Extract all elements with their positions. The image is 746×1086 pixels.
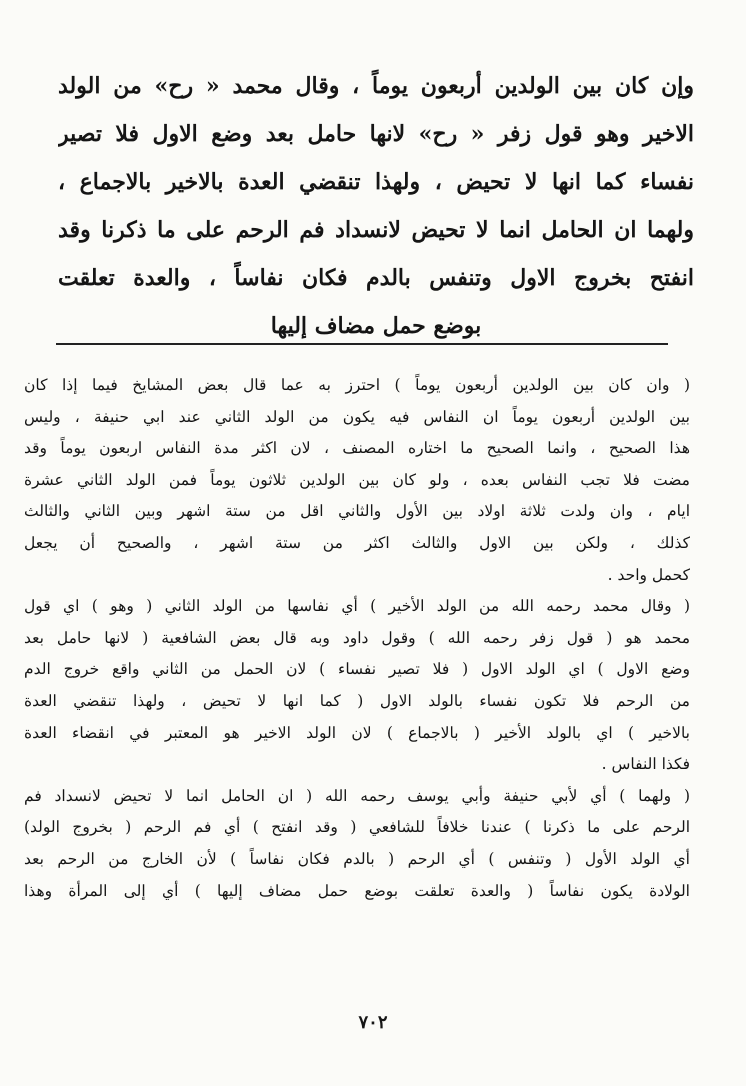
commentary-line: فكذا النفاس . <box>601 755 690 774</box>
commentary-line: الرحم على ما ذكرنا ) عندنا خلافاً للشافعي ( وقد انفتح ) أي فم الرحم ( بخروج الولد) <box>24 818 690 837</box>
commentary-line: محمد هو ( قول زفر رحمه الله ) وقول داود وبه قال بعض الشافعية ( لانها حامل بعد <box>24 628 690 647</box>
main-text-line: انفتح بخروج الاول وتنفس بالدم فكان نفاساً ، والعدة تعلقت <box>58 265 694 291</box>
commentary-line: كحمل واحد . <box>607 565 690 584</box>
commentary-line: بين الولدين أربعون يوماً ان النفاس فيه يكون من الولد الثاني عند ابي حنيفة ، وليس <box>24 407 690 426</box>
main-text-line: نفساء كما انها لا تحيض ، ولهذا تنقضي العدة بالاخير بالاجماع ، <box>58 169 694 195</box>
commentary-block <box>24 370 690 907</box>
commentary-line: ( وقال محمد رحمه الله من الولد الأخير ) أي نفاسها من الولد الثاني ( وهو ) اي قول <box>24 597 690 616</box>
section-divider <box>56 343 668 345</box>
main-text-line: بوضع حمل مضاف إليها <box>270 313 482 339</box>
commentary-line: من الرحم فلا تكون نفساء بالولد الاول ( كما انها لا تحيض ، ولهذا تنقضي العدة <box>24 691 690 710</box>
main-text-block <box>58 62 694 350</box>
commentary-line: هذا الصحيح ، وانما الصحيح ما اختاره المصنف ، لان اكثر مدة النفاس اربعون يوماً وقد <box>24 439 690 458</box>
commentary-line: الولادة يكون نفاساً ( والعدة تعلقت بوضع حمل مضاف إليها ) أي إلى المرأة وهذا <box>24 881 690 900</box>
commentary-line: أي الولد الأول ( وتنفس ) أي الرحم ( بالدم فكان نفاساً ) لأن الخارج من الرحم بعد <box>24 849 690 868</box>
commentary-line: كذلك ، ولكن بين الاول والثالث اكثر من ستة اشهر ، والصحيح أن يجعل <box>24 533 690 552</box>
commentary-line: ايام ، وان ولدت ثلاثة اولاد بين الأول والثاني اقل من ستة اشهر وبين الثاني والثالث <box>24 502 690 521</box>
commentary-line: مضت فلا تجب النفاس بعده ، ولو كان بين الولدين ثلاثون يوماً فمن الولد الثاني عشرة <box>24 470 690 489</box>
page-number: ٧٠٢ <box>358 1012 388 1033</box>
main-text-line: ولهما ان الحامل انما لا تحيض لانسداد فم الرحم على ما ذكرنا وقد <box>58 217 694 243</box>
commentary-line: بالاخير ) اي بالولد الأخير ( بالاجماع ) لان الولد الاخير هو المعتبر في انقضاء العدة <box>24 723 690 742</box>
main-text-line: الاخير وهو قول زفر « رح» لانها حامل بعد وضع الاول فلا تصير <box>58 121 694 147</box>
main-text-line: وإن كان بين الولدين أربعون يوماً ، وقال محمد « رح» من الولد <box>58 73 694 99</box>
commentary-line: ( ولهما ) أي لأبي حنيفة وأبي يوسف رحمه الله ( ان الحامل انما لا تحيض لانسداد فم <box>24 786 690 805</box>
commentary-line: وضع الاول ) اي الولد الاول ( فلا تصير نفساء ) لان الحمل من الثاني واقع خروج الدم <box>24 660 690 679</box>
commentary-line: ( وان كان بين الولدين أربعون يوماً ) احترز به عما قال بعض المشايخ فيما إذا كان <box>24 376 690 394</box>
